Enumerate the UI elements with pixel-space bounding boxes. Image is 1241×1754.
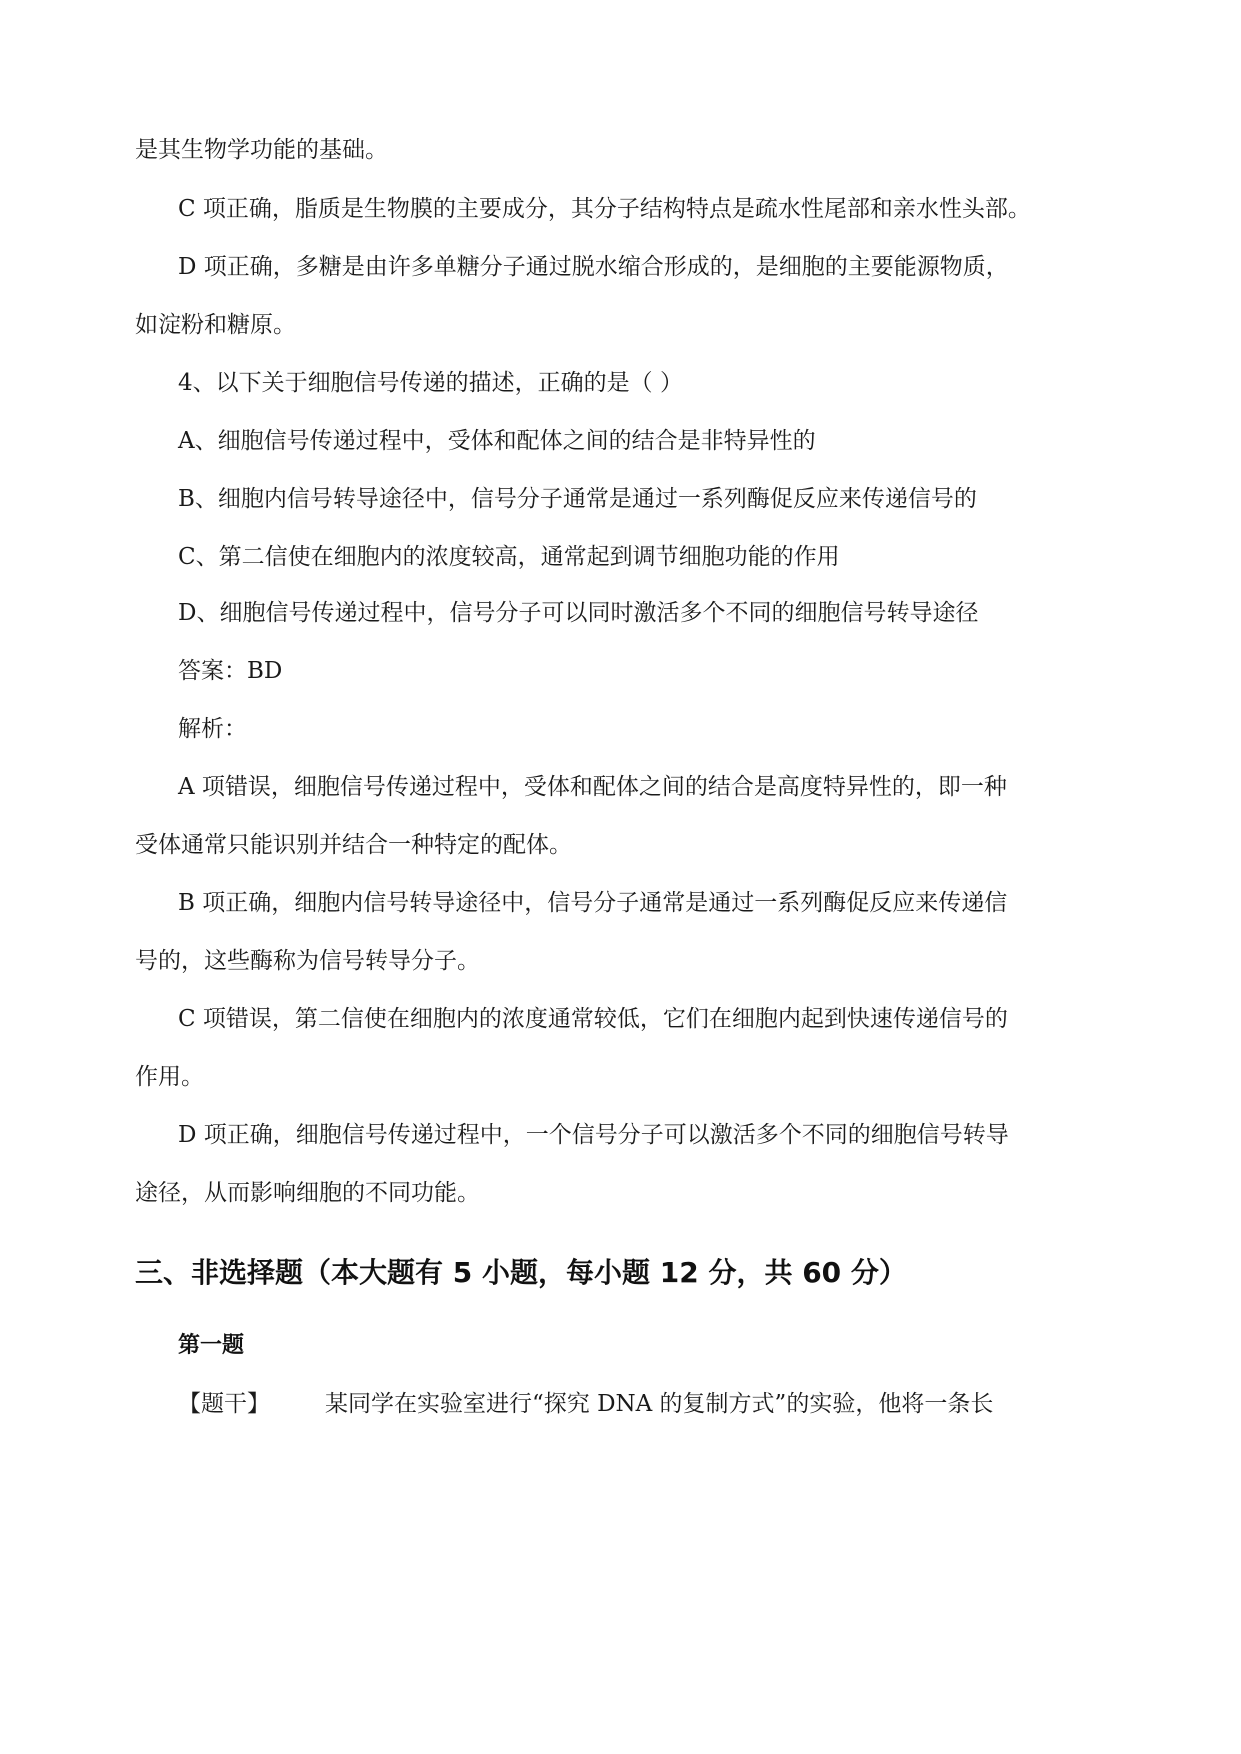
question-4-analysis-label: 解析： <box>178 716 247 742</box>
analysis-d-line1: D 项正确，细胞信号传递过程中，一个信号分子可以激活多个不同的细胞信号转导 <box>178 1122 1009 1148</box>
analysis-b-line1: B 项正确，细胞内信号转导途径中，信号分子通常是通过一系列酶促反应来传递信 <box>178 890 1008 916</box>
stem-tag: 【题干】 <box>178 1391 270 1417</box>
question-4-answer: 答案：BD <box>178 658 283 684</box>
question-4-option-a: A、细胞信号传递过程中，受体和配体之间的结合是非特异性的 <box>178 428 816 454</box>
question-4-option-d: D、细胞信号传递过程中，信号分子可以同时激活多个不同的细胞信号转导途径 <box>178 600 979 626</box>
first-question-stem: 某同学在实验室进行“探究 DNA 的复制方式”的实验，他将一条长 <box>325 1391 994 1417</box>
q3-explanation-d-line2: 如淀粉和糖原。 <box>135 312 296 338</box>
q3-explanation-d-line1: D 项正确，多糖是由许多单糖分子通过脱水缩合形成的，是细胞的主要能源物质， <box>178 254 1009 280</box>
question-4-stem: 4、以下关于细胞信号传递的描述，正确的是（ ） <box>178 370 683 396</box>
section-3-title: 三、非选择题（本大题有 5 小题，每小题 12 分，共 60 分） <box>135 1256 907 1289</box>
analysis-c-line1: C 项错误，第二信使在细胞内的浓度通常较低，它们在细胞内起到快速传递信号的 <box>178 1006 1008 1032</box>
question-4-option-c: C、第二信使在细胞内的浓度较高，通常起到调节细胞功能的作用 <box>178 544 840 570</box>
question-4-option-b: B、细胞内信号转导途径中，信号分子通常是通过一系列酶促反应来传递信号的 <box>178 486 977 512</box>
analysis-a-line1: A 项错误，细胞信号传递过程中，受体和配体之间的结合是高度特异性的，即一种 <box>178 774 1007 800</box>
q3-explanation-c: C 项正确，脂质是生物膜的主要成分，其分子结构特点是疏水性尾部和亲水性头部。 <box>178 196 1031 222</box>
analysis-b-line2: 号的，这些酶称为信号转导分子。 <box>135 948 480 974</box>
analysis-d-line2: 途径，从而影响细胞的不同功能。 <box>135 1180 480 1206</box>
q3-explanation-b-end: 是其生物学功能的基础。 <box>135 137 388 163</box>
analysis-a-line2: 受体通常只能识别并结合一种特定的配体。 <box>135 832 572 858</box>
analysis-c-line2: 作用。 <box>135 1064 204 1090</box>
first-question-title: 第一题 <box>178 1333 245 1358</box>
